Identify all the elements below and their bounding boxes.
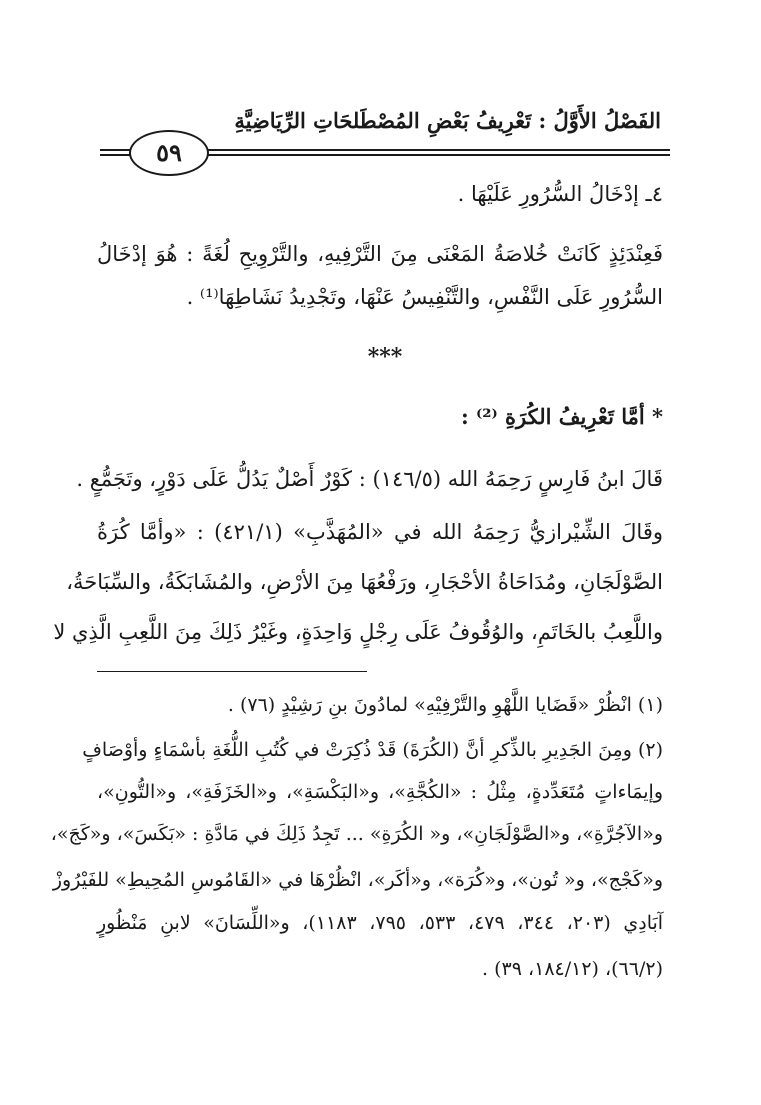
paragraph-line: الصَّوْلَجَانِ، ومُدَاحَاةُ الأحْجَارِ، ورَفْعُهَا مِنَ الأرْضِ، والمُشَابَكَةُ، والسِّبَاحَةُ، [66,570,663,594]
section-heading: * أمَّا تَعْرِيفُ الكُرَةِ ⁽²⁾ : [460,404,663,429]
footnote-2-line: آبَادِي (٢٠٣، ٣٤٤، ٤٧٩، ٥٣٣، ٧٩٥، ١١٨٣)، و«اللِّسَانَ» لابنِ مَنْظُورٍ [97,912,664,934]
paragraph-line: واللَّعِبُ بالخَاتَمِ، والوُقُوفُ عَلَى رِجْلٍ وَاحِدَةٍ، وغَيْرُ ذَلِكَ مِنَ اللَّعِبِ الَّذِي لا [53,620,663,644]
footnote-2-line: وإيمَاءاتٍ مُتَعَدِّدةٍ، مِثْلُ : «الكُجَّةِ»، و«البَكْسَةِ»، و«الخَزَفَةِ»، و«التُّونِ»، [97,781,663,803]
page-number: ٥٩ [129,130,209,176]
footnote-separator [97,671,367,672]
footnote-1: (١) انْظُرْ «قَضَايا اللَّهْوِ والتَّرْفِيْهِ» لمادُونَ بنِ رَشِيْدٍ (٧٦) . [227,694,663,716]
footnote-2-line: (٢) ومِنَ الجَدِيرِ بالذِّكرِ أنَّ (الكُرَةَ) قَدْ ذُكِرَتْ في كُتُبِ اللُّغَةِ بأسْمَاءٍ وأوْصَافٍ [82,739,663,761]
footnote-2-line: و«الآجُرَّةِ»، و«الصَّوْلَجَانِ»، و« الكُرَةِ» ... تَجِدُ ذَلِكَ في مَادَّةِ : «بَكَسَ»، و«كَجَ»، [50,823,663,845]
chapter-title: الفَصْلُ الأَوَّلُ : تَعْرِيفُ بَعْضِ المُصْطَلحَاتِ الرِّيَاضِيَّةِ [234,108,661,133]
footnote-2-line: (٦٦/٢)، (١٨٤/١٢، ٣٩) . [482,958,663,980]
paragraph-line: فَعِنْدَئِذٍ كَانَتْ خُلاصَةُ المَعْنَى مِنَ التَّرْفِيهِ، والتَّرْوِيحِ لُغَةً : هُوَ إدْخَالُ [97,242,663,266]
paragraph-line: السُّرُورِ عَلَى النَّفْسِ، والتَّنْفِيسُ عَنْهَا، وتَجْدِيدُ نَشَاطِهَا⁽¹⁾ . [186,285,663,309]
paragraph-line: وقَالَ الشِّيْرازيُّ رَحِمَهُ الله في «المُهَذَّبِ» (٤٢١/١) : «وأمَّا كُرَةُ [97,520,663,544]
section-separator: *** [367,344,403,370]
footnote-2-line: و«كَجْج»، و« تُون»، و«كُرَة»، و«أكَر»، انْظُرْهَا في «القَامُوسِ المُحِيطِ» للفَيْرُوزْ [52,869,663,891]
paragraph-line: قَالَ ابنُ فَارِسٍ رَحِمَهُ الله (١٤٦/٥) : كَوْرٌ أَصْلٌ يَدُلُّ عَلَى دَوْرٍ، وتَجَمُّعٍ . [76,467,663,491]
list-item-4: ٤ـ إدْخَالُ السُّرُورِ عَلَيْهَا . [457,182,663,206]
